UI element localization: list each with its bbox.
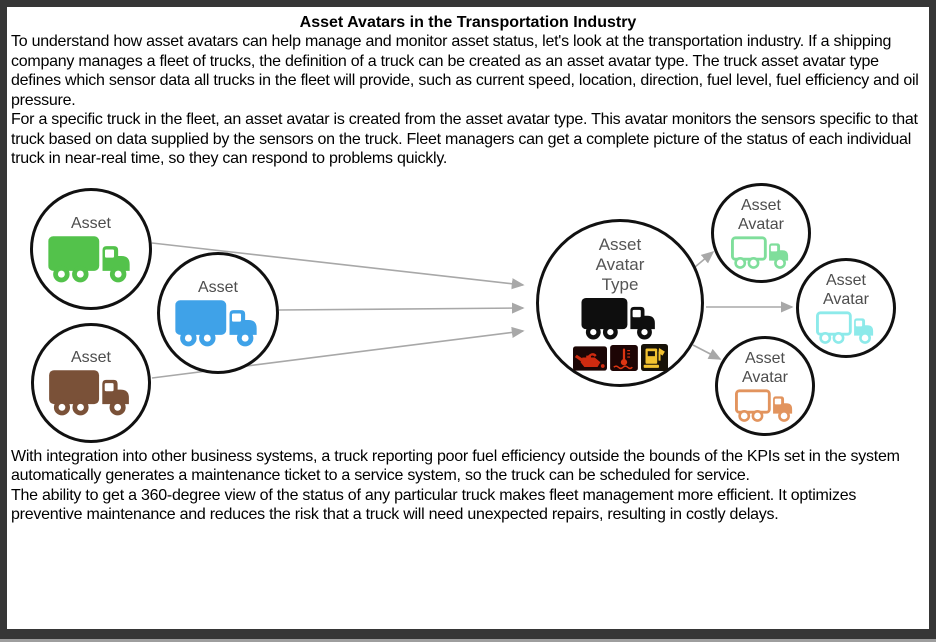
asset-avatar-type-label: Asset Avatar Type — [595, 234, 645, 294]
document-page — [8, 7, 928, 629]
asset-node-label: Asset — [70, 214, 111, 232]
asset-avatar-label: Asset Avatar — [742, 349, 788, 386]
asset-avatar-type-node — [536, 219, 704, 387]
paragraph-intro: To understand how asset avatars can help manage and monitor asset status, let's look at the transportation industry. If a shipping company manages a fleet of trucks, the definition of a truck can be created as an asset avatar type. The truck asset avatar type defines which sensor data all trucks in the fleet will provide, such as current speed, location, direction, fuel level, fuel efficiency and oil pressure. — [11, 33, 919, 109]
truck-outline-icon-orange — [735, 387, 795, 423]
asset-node-blue — [157, 252, 279, 374]
arrow-type-to-avatar-orange — [693, 345, 720, 359]
truck-icon-black — [581, 295, 659, 341]
truck-icon-green — [48, 233, 134, 284]
paragraph-benefits: The ability to get a 360-degree view of the status of any particular truck makes fleet management more efficient. It optimizes preventive maintenance and reduces the risk that a truck will need unexpected repairs, resulting in costly delays. — [11, 486, 857, 523]
arrow-asset-blue-to-type — [279, 308, 523, 310]
truck-outline-icon-green — [731, 234, 791, 270]
asset-node-label: Asset — [197, 278, 238, 296]
asset-avatar-label: Asset Avatar — [738, 196, 784, 233]
asset-avatar-node-cyan — [796, 258, 896, 358]
sensor-indicator-row — [573, 344, 668, 371]
oil-pressure-warning-icon — [573, 346, 607, 371]
asset-node-green — [30, 188, 152, 310]
asset-avatar-node-green — [711, 183, 811, 283]
paragraph-avatar-creation: For a specific truck in the fleet, an asset avatar is created from the asset avatar type. This avatar monitors the sensors specific to that truck based on data supplied by the sensors on the truck. Fleet managers can get a complete picture of the status of each individual truck in near-real time, so they can respond to problems quickly. — [11, 111, 918, 167]
arrow-type-to-avatar-green — [695, 252, 713, 267]
asset-avatar-node-orange — [715, 336, 815, 436]
asset-node-brown — [31, 323, 151, 443]
page-title: Asset Avatars in the Transportation Industry — [299, 14, 637, 31]
truck-icon-blue — [175, 297, 261, 348]
engine-temperature-warning-icon — [610, 345, 638, 371]
truck-outline-icon-cyan — [816, 309, 876, 345]
truck-icon-brown — [49, 367, 133, 417]
asset-avatar-label: Asset Avatar — [823, 271, 869, 308]
fuel-pump-icon — [641, 344, 668, 371]
asset-node-label: Asset — [70, 349, 111, 366]
asset-avatar-diagram — [11, 179, 925, 447]
paragraph-integration: With integration into other business systems, a truck reporting poor fuel efficiency outside the bounds of the KPIs set in the system automatically generates a maintenance ticket to a service system, so the truck can be scheduled for service. — [11, 447, 900, 484]
